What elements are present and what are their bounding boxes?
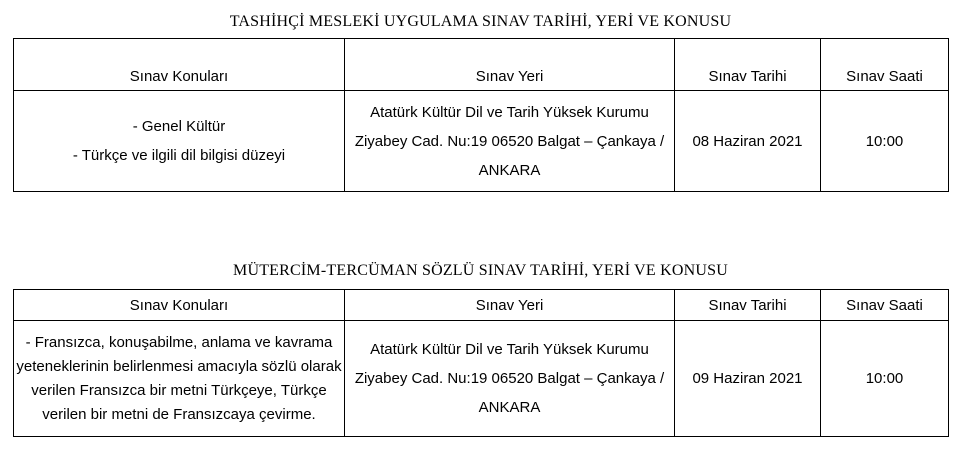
- exam-time-cell: 10:00: [821, 321, 949, 437]
- header-exam-topics: Sınav Konuları: [14, 290, 345, 321]
- topic-line: - Türkçe ve ilgili dil bilgisi düzeyi: [72, 147, 286, 164]
- header-exam-time: Sınav Saati: [821, 290, 949, 321]
- location-line: Ziyabey Cad. Nu:19 06520 Balgat – Çankaya /: [354, 370, 665, 387]
- exam-topics-cell: [14, 321, 345, 437]
- location-line: ANKARA: [478, 161, 541, 179]
- topic-line: yeteneklerinin belirlenmesi amacıyla sözlü olarak: [16, 357, 342, 375]
- section-title-mutercim: MÜTERCİM-TERCÜMAN SÖZLÜ SINAV TARİHİ, YERİ VE KONUSU: [233, 262, 728, 279]
- topic-line: verilen Fransızca bir metni Türkçeye, Türkçe: [31, 381, 327, 399]
- topic-line: - Fransızca, konuşabilme, anlama ve kavrama: [25, 333, 333, 351]
- exam-table-mutercim: [13, 289, 949, 437]
- topic-line: - Genel Kültür: [132, 118, 226, 135]
- exam-location-cell: [345, 321, 675, 437]
- exam-time-cell: 10:00: [821, 91, 949, 192]
- header-exam-time: Sınav Saati: [821, 39, 949, 91]
- location-line: Atatürk Kültür Dil ve Tarih Yüksek Kurumu: [370, 103, 649, 121]
- header-exam-location: Sınav Yeri: [345, 290, 675, 321]
- location-line: Ziyabey Cad. Nu:19 06520 Balgat – Çankaya /: [354, 132, 665, 150]
- topic-line: verilen bir metni de Fransızcaya çevirme.: [42, 405, 316, 423]
- table-row: [14, 321, 949, 437]
- table-header-row: [14, 39, 949, 91]
- header-exam-location: Sınav Yeri: [345, 39, 675, 91]
- table-header-row: [14, 290, 949, 321]
- header-exam-date: Sınav Tarihi: [675, 39, 821, 91]
- exam-table-tashihci: [13, 38, 949, 192]
- location-line: ANKARA: [478, 399, 541, 416]
- header-exam-date: Sınav Tarihi: [675, 290, 821, 321]
- exam-date-cell: 08 Haziran 2021: [675, 91, 821, 192]
- header-exam-topics: Sınav Konuları: [14, 39, 345, 91]
- exam-location-cell: [345, 91, 675, 192]
- location-line: Atatürk Kültür Dil ve Tarih Yüksek Kurumu: [370, 341, 649, 358]
- exam-date-cell: 09 Haziran 2021: [675, 321, 821, 437]
- exam-topics-cell: [14, 91, 345, 192]
- table-row: [14, 91, 949, 192]
- section-title-tashihci: TASHİHÇİ MESLEKİ UYGULAMA SINAV TARİHİ, YERİ VE KONUSU: [229, 13, 732, 30]
